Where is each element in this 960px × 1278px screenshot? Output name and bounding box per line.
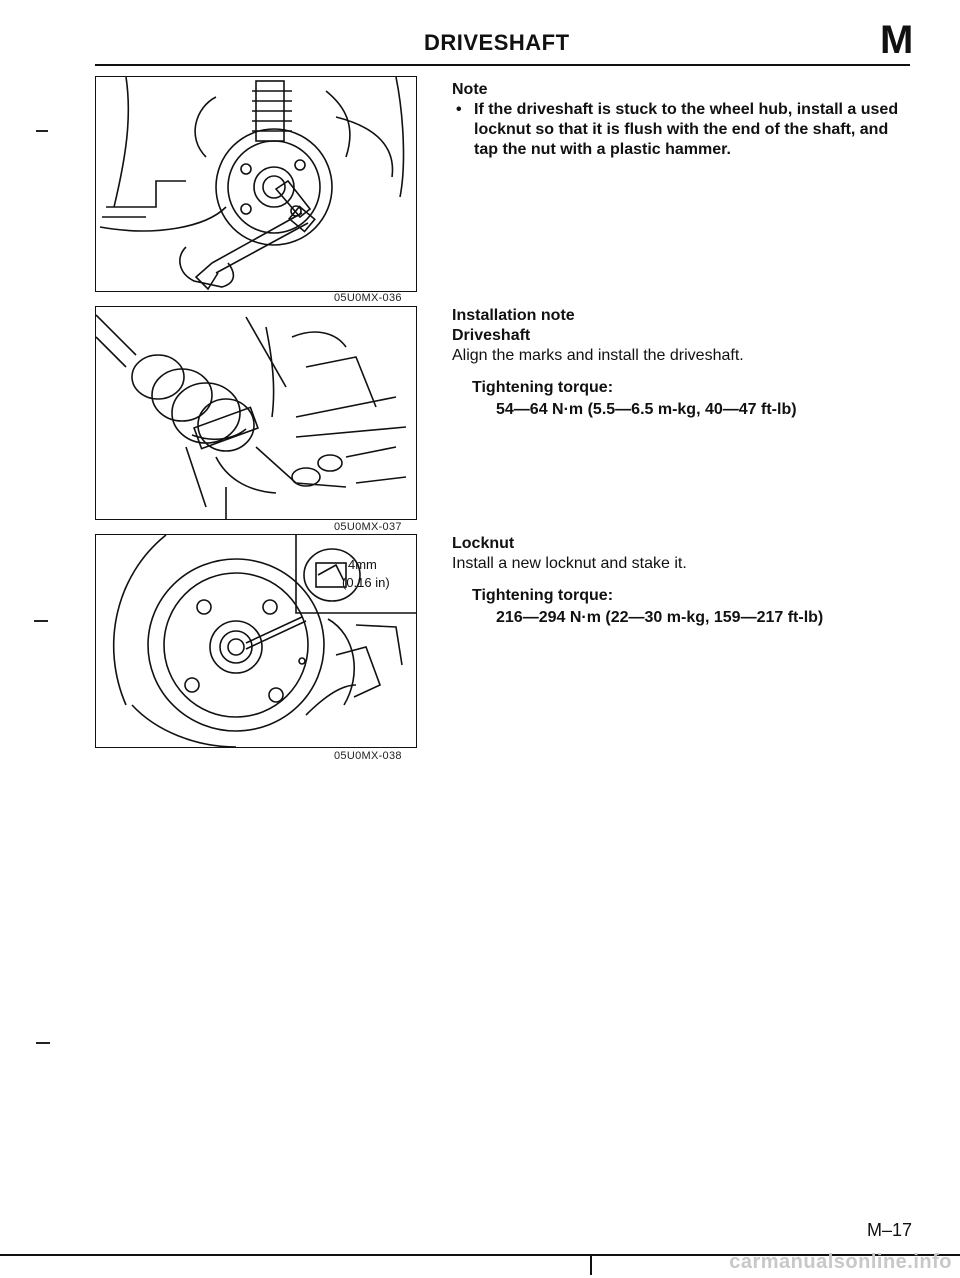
locknut-torque-label: Tightening torque: [472,587,614,604]
figure-driveshaft-install [95,306,417,520]
bullet-icon: • [456,101,462,118]
page-number: M–17 [866,1220,912,1240]
header-rule [95,64,910,66]
note-section [452,80,912,160]
callout-in: (0.16 in) [342,575,390,590]
locknut-body: Install a new locknut and stake it. [452,555,687,572]
note-heading: Note [452,81,488,98]
figure-hub-tap [95,76,417,292]
figure-code: 05U0MX-037 [334,521,402,533]
callout-mm: 4mm [348,557,377,572]
locknut-torque-value: 216—294 N·m (22—30 m-kg, 159—217 ft-lb) [496,609,824,626]
installation-subheading: Driveshaft [452,327,531,344]
locknut-heading: Locknut [452,535,515,552]
driveshaft-install-illustration [96,307,416,519]
margin-mark [36,1042,50,1044]
figure-code: 05U0MX-036 [334,292,402,304]
page-title: DRIVESHAFT [424,30,570,55]
note-bullet [452,100,912,160]
installation-body: Align the marks and install the driveshaft. [452,347,744,364]
hub-tap-illustration [96,77,416,291]
locknut-stake-illustration [96,535,416,747]
watermark[interactable]: carmanualsonline.info [729,1251,952,1273]
margin-mark [36,130,48,132]
figure-locknut-stake [95,534,417,748]
footer-tick [590,1255,592,1275]
installation-heading: Installation note [452,307,575,324]
installation-torque-label: Tightening torque: [472,379,614,396]
locknut-section [452,534,912,628]
margin-mark [34,620,48,622]
section-letter: M [880,18,914,62]
note-bullet-text: If the driveshaft is stuck to the wheel hub, install a used locknut so that it is flush with the end of the shaft, and tap the nut with a plastic hammer. [474,101,899,158]
installation-torque-value: 54—64 N·m (5.5—6.5 m-kg, 40—47 ft-lb) [496,401,797,418]
installation-section [452,306,912,420]
figure-code: 05U0MX-038 [334,750,402,762]
